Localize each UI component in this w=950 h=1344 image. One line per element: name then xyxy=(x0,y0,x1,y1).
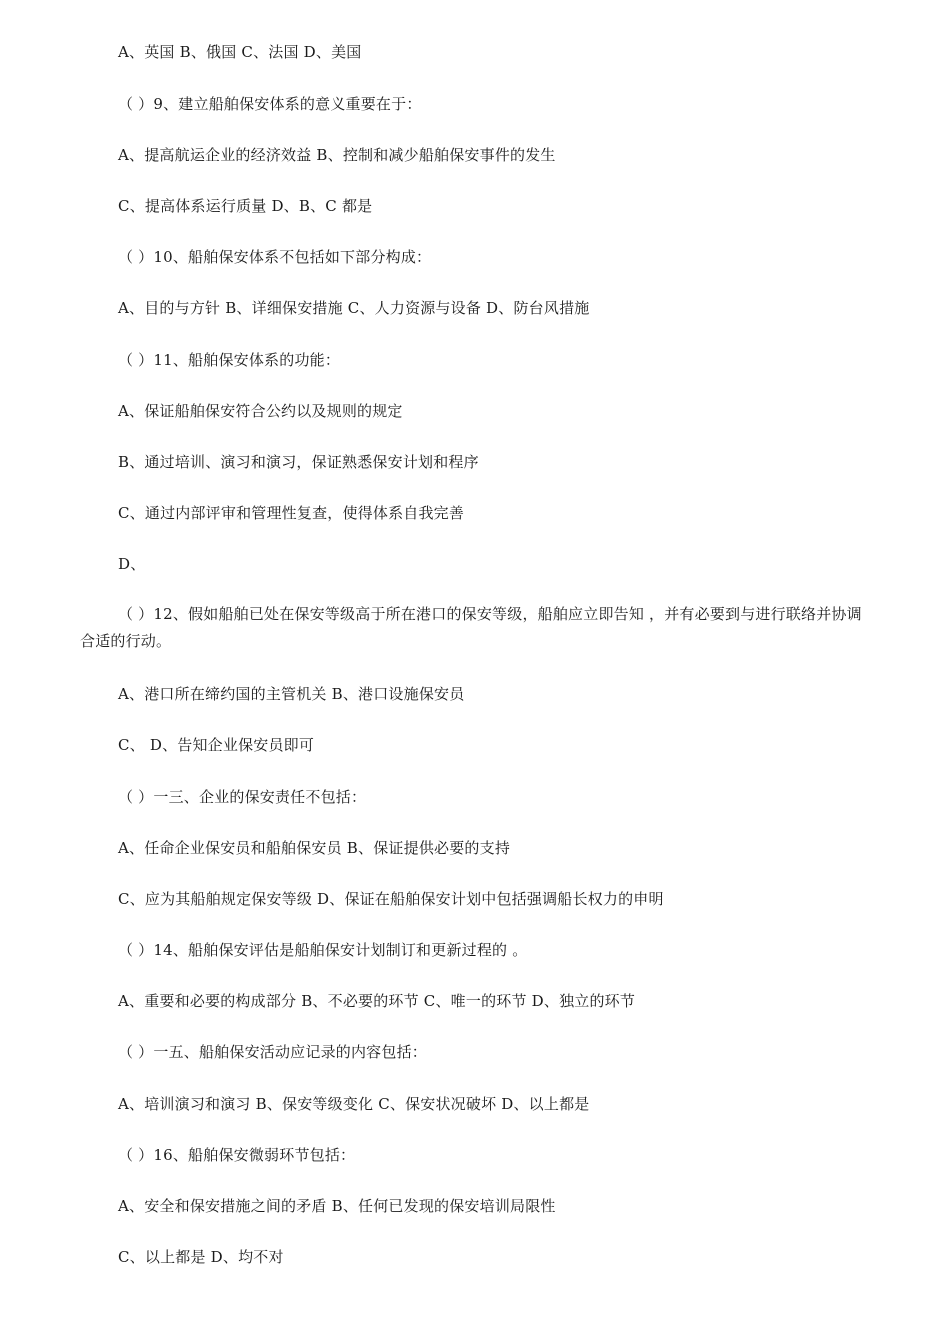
answer-option-q11-d: D、 xyxy=(118,555,146,573)
answer-options-q14: A、重要和必要的构成部分 B、不必要的环节 C、唯一的环节 D、独立的环节 xyxy=(118,992,636,1010)
question-11: （ ）11、船舶保安体系的功能： xyxy=(118,351,341,369)
answer-options-q16-cd: C、以上都是 D、均不对 xyxy=(118,1248,284,1266)
question-9: （ ）9、建立船舶保安体系的意义重要在于： xyxy=(118,95,422,113)
answer-options-q15: A、培训演习和演习 B、保安等级变化 C、保安状况破坏 D、以上都是 xyxy=(118,1095,590,1113)
question-15: （ ）一五、船舶保安活动应记录的内容包括： xyxy=(118,1043,427,1061)
answer-options-q8: A、英国 B、俄国 C、法国 D、美国 xyxy=(118,43,362,61)
answer-options-q16-ab: A、安全和保安措施之间的矛盾 B、任何已发现的保安培训局限性 xyxy=(118,1197,556,1215)
answer-options-q10: A、目的与方针 B、详细保安措施 C、人力资源与设备 D、防台风措施 xyxy=(118,299,590,317)
question-16: （ ）16、船舶保安微弱环节包括： xyxy=(118,1146,356,1164)
question-14: （ ）14、船舶保安评估是船舶保安计划制订和更新过程的 。 xyxy=(118,941,528,959)
answer-options-q13-cd: C、应为其船舶规定保安等级 D、保证在船舶保安计划中包括强调船长权力的申明 xyxy=(118,890,664,908)
answer-option-q11-b: B、通过培训、演习和演习，保证熟悉保安计划和程序 xyxy=(118,453,479,471)
answer-options-q9-cd: C、提高体系运行质量 D、B、C 都是 xyxy=(118,197,373,215)
answer-options-q9-ab: A、提高航运企业的经济效益 B、控制和减少船舶保安事件的发生 xyxy=(118,146,556,164)
answer-options-q12-cd: C、 D、告知企业保安员即可 xyxy=(118,736,315,754)
answer-options-q13-ab: A、任命企业保安员和船舶保安员 B、保证提供必要的支持 xyxy=(118,839,511,857)
question-13: （ ）一三、企业的保安责任不包括： xyxy=(118,788,367,806)
answer-option-q11-c: C、通过内部评审和管理性复查，使得体系自我完善 xyxy=(118,504,465,522)
answer-option-q11-a: A、保证船舶保安符合公约以及规则的规定 xyxy=(118,402,403,420)
answer-options-q12-ab: A、港口所在缔约国的主管机关 B、港口设施保安员 xyxy=(118,685,465,703)
question-12: （ ）12、假如船舶已处在保安等级高于所在港口的保安等级，船舶应立即告知 ，并有必要到与进行联络并协调合适的行动。 xyxy=(80,605,862,650)
question-10: （ ）10、船舶保安体系不包括如下部分构成： xyxy=(118,248,432,266)
